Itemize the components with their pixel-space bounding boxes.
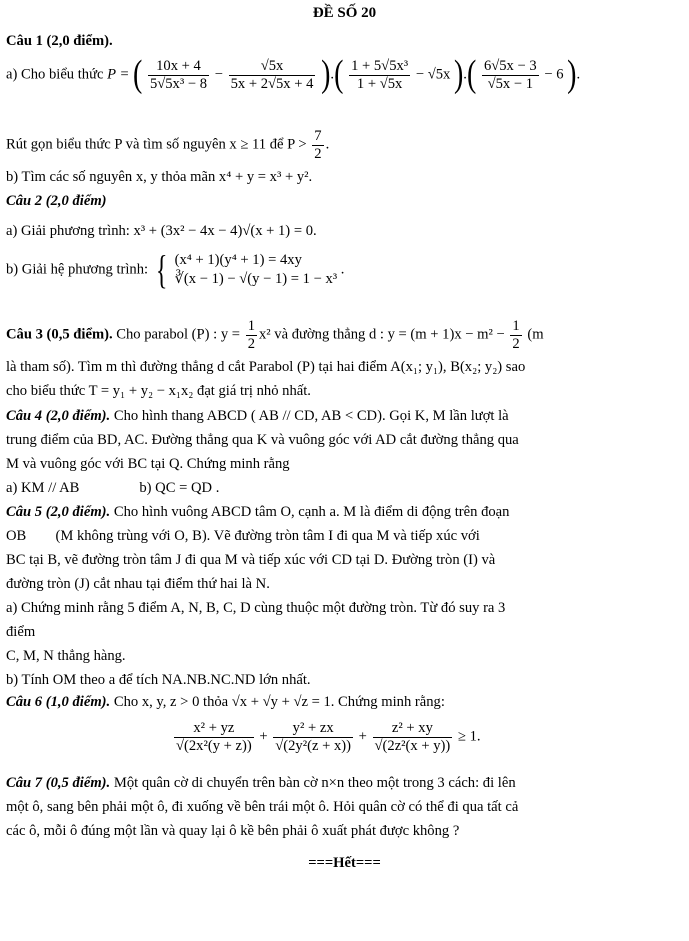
- q5-a-line3: C, M, N thẳng hàng.: [6, 648, 126, 664]
- q2-b-eq1: (x⁴ + 1)(y⁴ + 1) = 4xy: [174, 252, 302, 269]
- q5-a-line2: điểm: [6, 624, 36, 640]
- q5-line2: OB (M không trùng với O, B). Vẽ đường tròn tâm I đi qua M và tiếp xúc với: [6, 528, 480, 544]
- q5-a-line1: a) Chứng minh rằng 5 điểm A, N, B, C, D cùng thuộc một đường tròn. Từ đó suy ra 3: [6, 600, 506, 616]
- q1-p-label: P =: [107, 66, 130, 83]
- q6-term-1: $\frac{\text{x² + yz}}{\text{√(2x²(y + z))}}$: [176, 720, 252, 754]
- q1-expression: a) Cho biểu thức P = ( $\frac{10x + 4}{\text{5√5x³ − 8}}$ − $\frac{√5x}{5x + 2√5x + 4}$ ).( $\frac{\text{1 + 5√5x³}}{1 + √5x}$ − √5x ).( $\frac{6√5x - 3}{√5x - 1}$ − 6 ).: [6, 53, 581, 96]
- q4-line2: trung điểm của BD, AC. Đường thẳng qua K và vuông góc với AD cắt đường thẳng qua: [6, 432, 519, 448]
- q1-heading: Câu 1 (2,0 điểm).: [6, 33, 113, 49]
- q6-inequality: $\frac{\text{x² + yz}}{\text{√(2x²(y + z))}}$ + $\frac{\text{y² + zx}}{\text{√(2y²(z + x))}}$ + $\frac{\text{z² + xy}}{\text{√(2z²(x + y))}}$ ≥ 1.: [176, 720, 481, 754]
- q4-parts: a) KM // AB b) QC = QD .: [6, 480, 220, 496]
- q2-heading: Câu 2 (2,0 điểm): [6, 193, 107, 209]
- q2-b: b) Giải hệ phương trình: { (x⁴ + 1)(y⁴ + 1) = 4xy ∛(x − 1) − √(y − 1) = 1 − x³ .: [6, 247, 345, 292]
- q1-a-intro: a) Cho biểu thức: [6, 66, 104, 83]
- q4-line1: Câu 4 (2,0 điểm). Cho hình thang ABCD ( AB // CD, AB < CD). Gọi K, M lần lượt là: [6, 408, 509, 424]
- q1-fraction-2: $\frac{√5x}{5x + 2√5x + 4}$: [230, 58, 314, 92]
- q5-line4: đường tròn (J) cắt nhau tại điểm thứ hai là N.: [6, 576, 270, 592]
- q1-fraction-1: $\frac{10x + 4}{\text{5√5x³ − 8}}$: [149, 58, 208, 92]
- q6-term-3: $\frac{\text{z² + xy}}{\text{√(2z²(x + y))}}$: [374, 720, 451, 754]
- q3-line2: là tham số). Tìm m thì đường thẳng d cắt Parabol (P) tại hai điểm A(x₁; y₁), B(x₂; y₂) sao: [6, 359, 526, 375]
- q2-a: a) Giải phương trình: x³ + (3x² − 4x − 4)√(x + 1) = 0.: [6, 223, 317, 239]
- q3-line3: cho biểu thức T = y₁ + y₂ − x₁x₂ đạt giá trị nhỏ nhất.: [6, 383, 311, 399]
- q7-line2: một ô, sang bên phải một ô, đi xuống về bên trái một ô. Hỏi quân cờ có thể đi qua tất cả: [6, 799, 519, 815]
- end-marker: ===Hết===: [308, 855, 381, 871]
- q1-seven-half: $\frac{7}{2}$: [314, 128, 322, 162]
- q1-fraction-4: $\frac{6√5x - 3}{√5x - 1}$: [483, 58, 537, 92]
- q1-task-b: b) Tìm các số nguyên x, y thỏa mãn x⁴ + y = x³ + y².: [6, 169, 313, 185]
- q5-line1: Câu 5 (2,0 điểm). Cho hình vuông ABCD tâm O, cạnh a. M là điểm di động trên đoạn: [6, 504, 510, 520]
- q5-b: b) Tính OM theo a để tích NA.NB.NC.ND lớn nhất.: [6, 672, 311, 688]
- q6-term-2: $\frac{\text{y² + zx}}{\text{√(2y²(z + x))}}$: [275, 720, 351, 754]
- q4-line3: M và vuông góc với BC tại Q. Chứng minh rằng: [6, 456, 290, 472]
- q7-line1: Câu 7 (0,5 điểm). Một quân cờ di chuyển trên bàn cờ n×n theo một trong 3 cách: đi lên: [6, 775, 516, 791]
- q5-line3: BC tại B, vẽ đường tròn tâm J đi qua M và tiếp xúc với CD tại D. Đường tròn (I) và: [6, 552, 496, 568]
- q1-fraction-3: $\frac{\text{1 + 5√5x³}}{1 + √5x}$: [351, 58, 409, 92]
- q7-line3: các ô, mỗi ô đúng một lần và quay lại ô kề bên phải ô xuất phát được không ?: [6, 823, 460, 839]
- q3-line1: Câu 3 (0,5 điểm). Cho parabol (P) : y = $\frac{1}{2}$ x² và đường thẳng d : y = (m + 1)x − m² − $\frac{1}{2}$ (m: [6, 318, 544, 352]
- exam-title: ĐỀ SỐ 20: [312, 5, 377, 21]
- q2-b-eq2: ∛(x − 1) − √(y − 1) = 1 − x³: [174, 271, 338, 287]
- q1-task-a: Rút gọn biểu thức P và tìm số nguyên x ≥ 11 để P > $\frac{7}{2}$ .: [6, 128, 330, 162]
- q6-intro: Câu 6 (1,0 điểm). Cho x, y, z > 0 thỏa √x + √y + √z = 1. Chứng minh rằng:: [6, 694, 445, 710]
